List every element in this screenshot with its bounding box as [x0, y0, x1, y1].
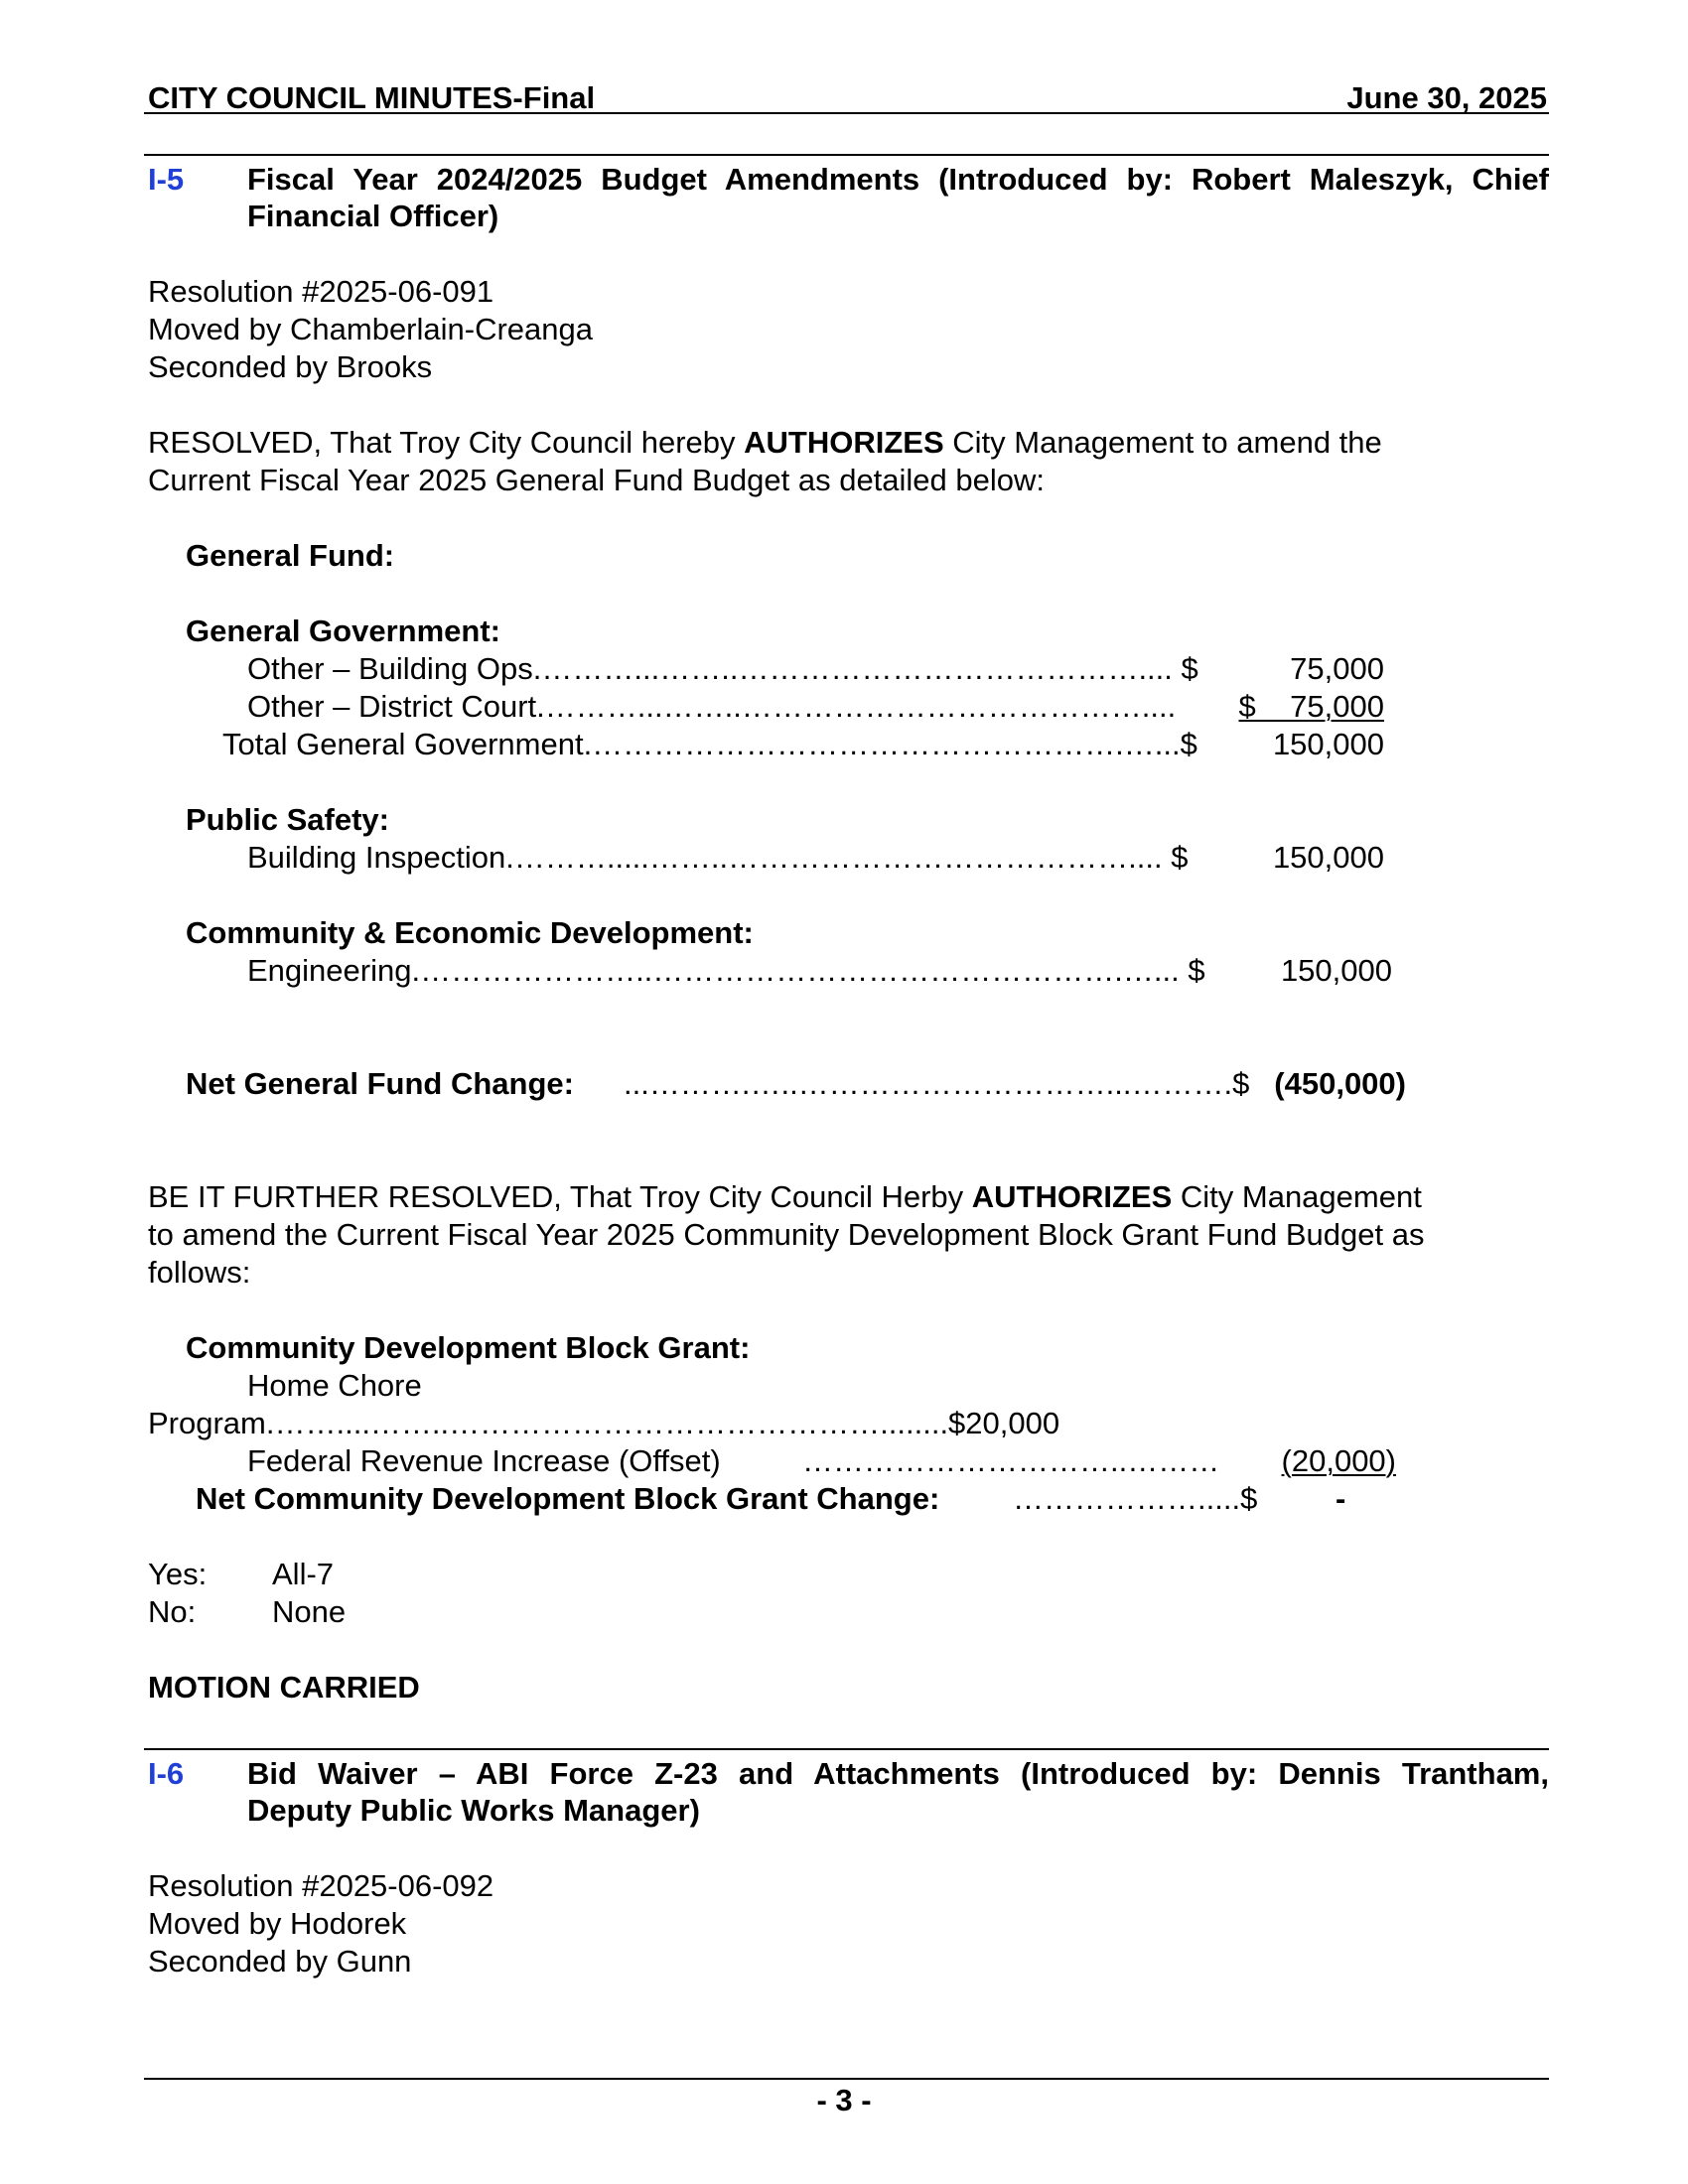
moved-by-i6: Moved by Hodorek — [148, 1906, 407, 1941]
motion-carried: MOTION CARRIED — [148, 1670, 420, 1705]
seconded-by-i6: Seconded by Gunn — [148, 1944, 412, 1979]
net-general-fund-label: Net General Fund Change: — [186, 1066, 574, 1101]
budget-amount-district-court: $ 75,000 — [1238, 689, 1384, 724]
public-safety-heading: Public Safety: — [186, 802, 389, 837]
seconded-by: Seconded by Brooks — [148, 349, 433, 384]
vote-yes-label: Yes: — [148, 1557, 208, 1591]
budget-amount-engineering: 150,000 — [1280, 953, 1392, 988]
general-fund-heading: General Fund: — [186, 538, 395, 573]
vote-yes-value: All-7 — [272, 1557, 335, 1591]
item-number-i6: I-6 — [148, 1756, 185, 1791]
footer-rule — [144, 2078, 1549, 2080]
budget-amount-building-inspection: 150,000 — [1272, 840, 1384, 875]
budget-line-building-inspection: Building Inspection.……….....……..………………………………….... $ — [247, 840, 1189, 875]
further-resolved-line2: to amend the Current Fiscal Year 2025 Community Development Block Grant Fund Budget as — [148, 1217, 1425, 1252]
cdbg-line-federal-revenue: Federal Revenue Increase (Offset) — [247, 1443, 721, 1478]
moved-by: Moved by Chamberlain-Creanga — [148, 312, 594, 346]
cdbg-net-label: Net Community Development Block Grant Change: — [196, 1481, 940, 1516]
item-number-i5: I-5 — [148, 162, 185, 197]
item-title-i6-line2: Deputy Public Works Manager) — [247, 1793, 700, 1828]
resolved-paragraph-line1: RESOLVED, That Troy City Council hereby AUTHORIZES City Management to amend the — [148, 425, 1382, 460]
vote-no-value: None — [272, 1594, 347, 1629]
cdbg-heading: Community Development Block Grant: — [186, 1330, 751, 1365]
item-title-i5-line1: Fiscal Year 2024/2025 Budget Amendments (Introduced by: Robert Maleszyk, Chief — [247, 162, 1549, 197]
budget-line-total-general-government: Total General Government.…………………………………………….…...$ — [222, 727, 1197, 761]
budget-line-building-ops: Other – Building Ops.………...……..………………………………….... $ — [247, 651, 1198, 686]
resolved-paragraph-line2: Current Fiscal Year 2025 General Fund Budget as detailed below: — [148, 463, 1046, 497]
cdbg-net-amount: - — [1336, 1481, 1346, 1516]
cdbg-line-home-chore: Home Chore — [247, 1368, 422, 1403]
section-rule-i5 — [144, 154, 1549, 156]
resolution-number: Resolution #2025-06-091 — [148, 274, 494, 309]
page-header-date: June 30, 2025 — [1346, 80, 1547, 115]
budget-line-engineering: Engineering.…………………..……………………………………….…... $ — [247, 953, 1205, 988]
cdbg-net-dots: ……………….....$ — [1013, 1481, 1258, 1516]
budget-amount-building-ops: 75,000 — [1290, 651, 1384, 686]
cdbg-line-program: Program.……....……..……………………………………........$20,000 — [148, 1406, 1060, 1440]
cdbg-federal-dots: …………………………..……… — [802, 1443, 1220, 1478]
net-general-fund-amount: (450,000) — [1274, 1066, 1406, 1101]
community-economic-development-heading: Community & Economic Development: — [186, 915, 754, 950]
section-rule-i6 — [144, 1748, 1549, 1750]
resolution-number-i6: Resolution #2025-06-092 — [148, 1868, 494, 1903]
item-title-i6-line1: Bid Waiver – ABI Force Z-23 and Attachments (Introduced by: Dennis Trantham, — [247, 1756, 1549, 1791]
general-government-heading: General Government: — [186, 614, 500, 648]
item-title-i5-line2: Financial Officer) — [247, 199, 499, 233]
page-header-title: CITY COUNCIL MINUTES-Final — [148, 80, 596, 115]
budget-line-district-court: Other – District Court.………...……..………………………………….... — [247, 689, 1177, 724]
page-number: - 3 - — [816, 2083, 872, 2117]
vote-no-label: No: — [148, 1594, 197, 1629]
net-general-fund-dots: ...……….…..…………………………...……….$ — [624, 1066, 1250, 1101]
further-resolved-line3: follows: — [148, 1255, 251, 1290]
budget-amount-total-general-government: 150,000 — [1272, 727, 1384, 761]
header-rule — [144, 112, 1549, 114]
further-resolved-line1: BE IT FURTHER RESOLVED, That Troy City Council Herby AUTHORIZES City Management — [148, 1179, 1422, 1214]
cdbg-federal-amount: (20,000) — [1281, 1443, 1396, 1478]
